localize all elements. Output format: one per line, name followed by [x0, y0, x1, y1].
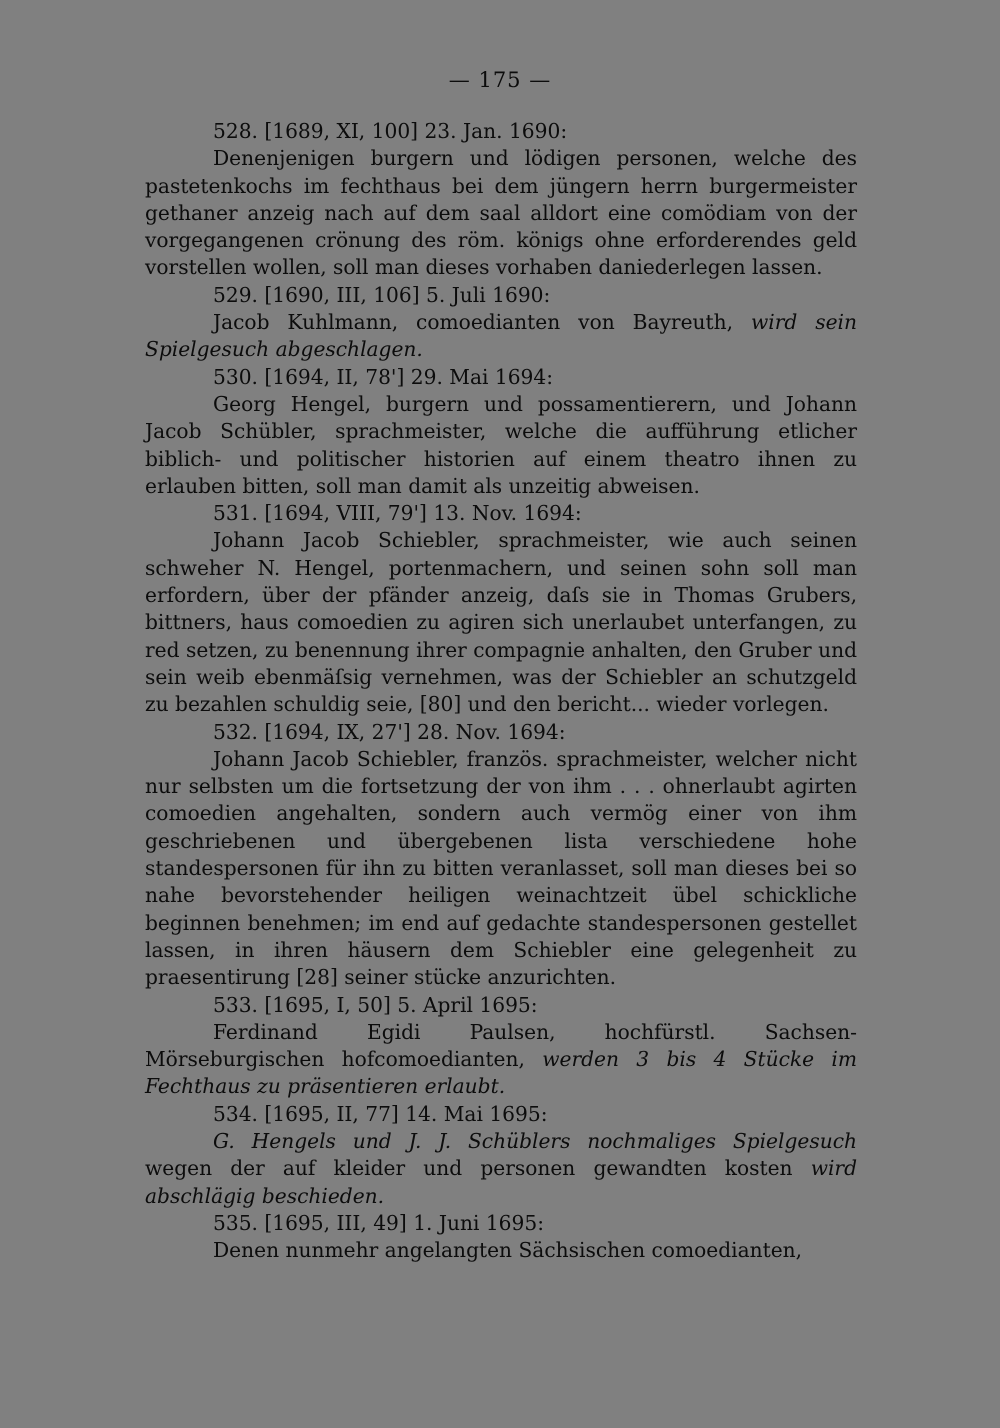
body-text: Jacob Kuhlmann, comoedianten von Bayreuth, — [213, 310, 751, 335]
entry-heading: 529. [1690, III, 106] 5. Juli 1690: — [213, 282, 551, 307]
entry — [145, 1210, 857, 1265]
entry — [145, 992, 857, 1101]
entry-heading: 530. [1694, II, 78'] 29. Mai 1694: — [213, 364, 554, 389]
body-text: Georg Hengel, burgern und possamentierern, und Johann Jacob Schübler, sprachmeister, welche die aufführung etlicher biblich- und politischer historien auf einem theatro ihnen zu erlauben bitten, soll man damit als unzeitig abweisen. — [145, 391, 857, 498]
body-text: Ferdinand Egidi Paulsen, hochfürstl. Sachsen-Mörseburgischen hofcomoedianten, — [145, 1019, 857, 1072]
body-text: wegen der auf kleider und personen gewandten kosten — [145, 1156, 811, 1181]
entry-body — [145, 309, 857, 364]
italic-text: G. Hengels und J. J. Schüblers nochmaliges Spielgesuch — [213, 1128, 857, 1153]
entry-heading: 535. [1695, III, 49] 1. Juni 1695: — [213, 1210, 545, 1235]
italic-text: wird sein Spielgesuch abgeschlagen. — [145, 310, 857, 362]
entry-body — [145, 391, 857, 500]
page-number: — 175 — — [448, 68, 552, 92]
entry-body — [145, 1128, 857, 1210]
entry-heading: 532. [1694, IX, 27'] 28. Nov. 1694: — [213, 719, 566, 744]
body-text: Denenjenigen burgern und lödigen personen, welche des pastetenkochs im fechthaus bei dem jüngern herrn burgermeister gethaner anzeig nach auf dem saal alldort eine comödiam von der vorgegangenen crönung des röm. königs ohne erforderendes geld vorstellen wollen, soll man dieses vorhaben daniederlegen lassen. — [145, 146, 857, 280]
entry-body — [145, 527, 857, 718]
entry-body — [145, 1019, 857, 1101]
entry — [145, 282, 857, 364]
italic-text: wird abschlägig beschieden. — [145, 1156, 857, 1208]
body-text: Denen nunmehr angelangten Sächsischen comoedianten, — [213, 1238, 803, 1263]
entry — [145, 500, 857, 718]
entry-heading: 531. [1694, VIII, 79'] 13. Nov. 1694: — [213, 501, 582, 526]
entry-body — [145, 746, 857, 992]
entry-heading: 534. [1695, II, 77] 14. Mai 1695: — [213, 1101, 548, 1126]
entry-heading: 528. [1689, XI, 100] 23. Jan. 1690: — [213, 119, 568, 143]
entry-heading: 533. [1695, I, 50] 5. April 1695: — [213, 992, 538, 1017]
body-text: Johann Jacob Schiebler, sprachmeister, wie auch seinen schweher N. Hengel, portenmachern, und seinen sohn soll man erfordern, über der pfänder anzeig, daſs sie in Thomas Grubers, bittners, haus comoedien zu agiren sich unerlaubet unterfangen, zu red setzen, zu benennung ihrer compagnie anhalten, den Gruber und sein weib ebenmäſsig vernehmen, was der Schiebler an schutzgeld zu bezahlen schuldig seie, [80] und den bericht... wieder vorlegen. — [145, 528, 857, 717]
entry-body — [145, 145, 857, 281]
document-text — [145, 118, 857, 1264]
entry — [145, 1101, 857, 1210]
entry — [145, 118, 857, 282]
italic-text: werden 3 bis 4 Stücke im Fechthaus zu präsentieren erlaubt. — [145, 1047, 857, 1099]
body-text: Johann Jacob Schiebler, französ. sprachmeister, welcher nicht nur selbsten um die fortsetzung der von ihm . . . ohnerlaubt agirten comoedien angehalten, sondern auch vermög einer von ihm geschriebenen und übergebenen lista verschiedene hohe standespersonen für ihn zu bitten veranlasset, soll man dieses bei so nahe bevorstehender heiligen weinachtzeit übel schickliche beginnen benehmen; im end auf gedachte standespersonen gestellet lassen, in ihren häusern dem Schiebler eine gelegenheit zu praesentirung [28] seiner stücke anzurichten. — [145, 746, 857, 990]
entry-body — [145, 1237, 857, 1264]
entry — [145, 364, 857, 500]
entry — [145, 719, 857, 992]
